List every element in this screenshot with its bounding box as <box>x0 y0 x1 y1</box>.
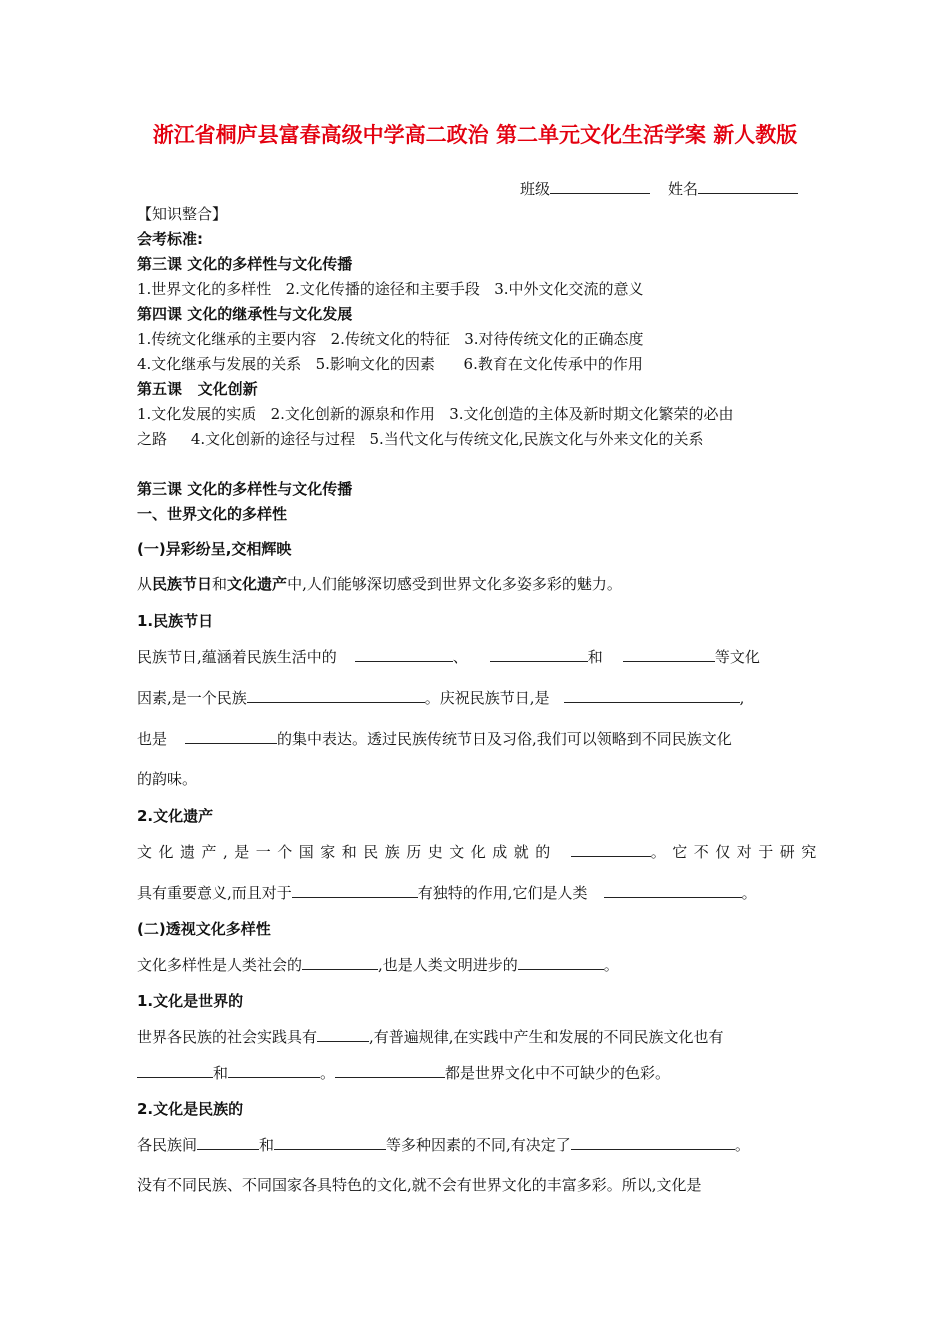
diversity-line: 文化多样性是人类社会的 ,也是人类文明进步的 。 <box>137 956 619 974</box>
class-blank[interactable] <box>550 179 650 194</box>
heritage-line-2: 具有重要意义,而且对于 有独特的作用,它们是人类 。 <box>137 884 757 902</box>
festival-line-4: 的韵味。 <box>137 770 198 788</box>
fill-blank[interactable] <box>228 1063 320 1078</box>
class-label: 班级 <box>520 180 551 198</box>
keyword-festival: 民族节日 <box>152 575 213 593</box>
fill-blank[interactable] <box>571 842 651 857</box>
world-line-1: 世界各民族的社会实践具有 ,有普遍规律,在实践中产生和发展的不同民族文化也有 <box>137 1028 724 1046</box>
knowledge-heading: 【知识整合】 <box>137 205 228 223</box>
intro-paragraph: 从民族节日和文化遗产中,人们能够深切感受到世界文化多姿多彩的魅力。 <box>137 575 622 593</box>
nation-line-2: 没有不同民族、不同国家各具特色的文化,就不会有世界文化的丰富多彩。所以,文化是 <box>137 1176 702 1194</box>
class-name-line <box>520 178 798 199</box>
heading-festival: 1.民族节日 <box>137 612 214 630</box>
fill-blank[interactable] <box>274 1135 386 1150</box>
lesson3-items: 1.世界文化的多样性 2.文化传播的途径和主要手段 3.中外文化交流的意义 <box>137 280 644 298</box>
lesson-title: 第三课 文化的多样性与文化传播 <box>137 480 353 498</box>
lesson5-title: 第五课 文化创新 <box>137 380 258 398</box>
section-heading: 一、世界文化的多样性 <box>137 505 288 523</box>
fill-blank[interactable] <box>490 647 588 662</box>
exam-standard: 会考标准: <box>137 230 203 248</box>
nation-line-1: 各民族间 和 等多种因素的不同,有决定了 。 <box>137 1136 750 1154</box>
festival-line-3: 也是 的集中表达。透过民族传统节日及习俗,我们可以领略到不同民族文化 <box>137 730 732 748</box>
subsection-heading-1: (一)异彩纷呈,交相辉映 <box>137 540 292 558</box>
fill-blank[interactable] <box>137 1063 213 1078</box>
fill-blank[interactable] <box>604 883 742 898</box>
lesson3-title: 第三课 文化的多样性与文化传播 <box>137 255 353 273</box>
heritage-line-1: 文化遗产,是一个国家和民族历史文化成就的 。它不仅对于研究 <box>137 843 823 861</box>
fill-blank[interactable] <box>335 1063 445 1078</box>
name-blank[interactable] <box>698 179 798 194</box>
festival-line-1: 民族节日,蕴涵着民族生活中的 、 和 等文化 <box>137 648 760 666</box>
fill-blank[interactable] <box>292 883 418 898</box>
lesson4-items-1: 1.传统文化继承的主要内容 2.传统文化的特征 3.对待传统文化的正确态度 <box>137 330 644 348</box>
fill-blank[interactable] <box>247 688 425 703</box>
fill-blank[interactable] <box>185 729 277 744</box>
subsection-heading-2: (二)透视文化多样性 <box>137 920 271 938</box>
lesson4-title: 第四课 文化的继承性与文化发展 <box>137 305 353 323</box>
world-line-2: 和 。 都是世界文化中不可缺少的色彩。 <box>137 1062 670 1083</box>
heading-heritage: 2.文化遗产 <box>137 807 214 825</box>
name-label: 姓名 <box>668 180 699 198</box>
fill-blank[interactable] <box>518 955 604 970</box>
festival-line-2: 因素,是一个民族 。庆祝民族节日,是 , <box>137 689 745 707</box>
fill-blank[interactable] <box>571 1135 735 1150</box>
heading-world: 1.文化是世界的 <box>137 992 244 1010</box>
fill-blank[interactable] <box>197 1135 259 1150</box>
lesson4-items-2: 4.文化继承与发展的关系 5.影响文化的因素 6.教育在文化传承中的作用 <box>137 355 643 373</box>
fill-blank[interactable] <box>317 1027 369 1042</box>
fill-blank[interactable] <box>302 955 378 970</box>
fill-blank[interactable] <box>623 647 715 662</box>
keyword-heritage: 文化遗产 <box>227 575 288 593</box>
fill-blank[interactable] <box>355 647 453 662</box>
heading-nation: 2.文化是民族的 <box>137 1100 244 1118</box>
lesson5-items-1: 1.文化发展的实质 2.文化创新的源泉和作用 3.文化创造的主体及新时期文化繁荣的必由 <box>137 405 734 423</box>
document-title: 浙江省桐庐县富春高级中学高二政治 第二单元文化生活学案 新人教版 <box>152 123 798 147</box>
fill-blank[interactable] <box>564 688 740 703</box>
lesson5-items-2: 之路 4.文化创新的途径与过程 5.当代文化与传统文化,民族文化与外来文化的关系 <box>137 430 704 448</box>
